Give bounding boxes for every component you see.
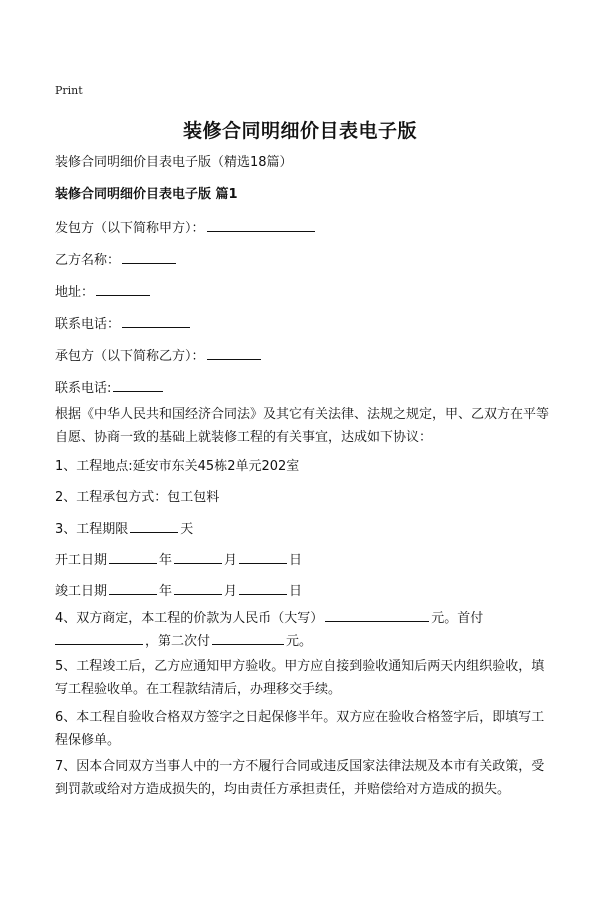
document-title: 装修合同明细价目表电子版 <box>182 120 417 142</box>
phone-blank-2 <box>113 377 163 392</box>
clause-6: 6、本工程自验收合格双方签字之日起保修半年。双方应在验收合格签字后，即填写工程保修单。 <box>55 710 545 748</box>
phone-label-1: 联系电话： <box>55 317 121 332</box>
start-year-blank <box>109 549 157 564</box>
document-subtitle: 装修合同明细价目表电子版（精选18篇） <box>55 155 293 170</box>
end-day-unit: 日 <box>289 584 303 599</box>
end-date-line <box>55 580 302 603</box>
contractor-label: 承包方（以下简称乙方）： <box>55 349 205 364</box>
clause-4-part4: 元。 <box>286 634 313 649</box>
clause-1: 1、工程地点:延安市东关45栋2单元202室 <box>55 459 300 474</box>
party-b-name-label: 乙方名称： <box>55 253 121 268</box>
end-month-blank <box>174 580 222 595</box>
clause-7: 7、因本合同双方当事人中的一方不履行合同或违反国家法律法规及本市有关政策，受到罚款或给对方造成损失的，均由责任方承担责任，并赔偿给对方造成的损失。 <box>55 759 545 797</box>
phone-blank-1 <box>122 313 190 328</box>
phone-line-1 <box>55 313 192 336</box>
duration-blank <box>130 518 178 533</box>
clause-4 <box>55 607 555 653</box>
down-payment-blank <box>55 630 143 645</box>
address-label: 地址： <box>55 285 95 300</box>
clause-4-part3: ，第二次付 <box>145 634 211 649</box>
clause-3-suffix: 天 <box>180 522 194 537</box>
second-payment-blank <box>212 630 284 645</box>
phone-label-2: 联系电话: <box>55 381 112 396</box>
clause-3-prefix: 3、工程期限 <box>55 522 129 537</box>
clause-2: 2、工程承包方式：包工包料 <box>55 490 220 505</box>
end-year-unit: 年 <box>159 584 173 599</box>
start-year-unit: 年 <box>159 553 173 568</box>
clause-4-part1: 4、双方商定，本工程的价款为人民币（大写） <box>55 611 324 626</box>
start-day-blank <box>239 549 287 564</box>
section-heading: 装修合同明细价目表电子版 篇1 <box>55 187 238 202</box>
address-blank <box>96 281 150 296</box>
party-a-blank <box>207 217 315 232</box>
start-date-label: 开工日期 <box>55 553 108 568</box>
print-label: Print <box>55 84 83 97</box>
contractor-blank <box>207 345 261 360</box>
phone-line-2 <box>55 377 165 400</box>
end-date-label: 竣工日期 <box>55 584 108 599</box>
start-month-blank <box>174 549 222 564</box>
clause-3 <box>55 518 193 541</box>
clause-4-part2: 元。首付 <box>431 611 484 626</box>
party-a-label: 发包方（以下简称甲方）： <box>55 221 205 236</box>
end-day-blank <box>239 580 287 595</box>
intro-paragraph: 根据《中华人民共和国经济合同法》及其它有关法律、法规之规定，甲、乙双方在平等自愿、协商一致的基础上就装修工程的有关事宜，达成如下协议： <box>55 407 550 445</box>
start-month-unit: 月 <box>224 553 238 568</box>
contractor-line <box>55 345 263 368</box>
address-line <box>55 281 152 304</box>
party-a-line <box>55 217 317 240</box>
start-day-unit: 日 <box>289 553 303 568</box>
end-year-blank <box>109 580 157 595</box>
start-date-line <box>55 549 302 572</box>
end-month-unit: 月 <box>224 584 238 599</box>
party-b-name-blank <box>122 249 176 264</box>
party-b-name-line <box>55 249 178 272</box>
price-blank <box>325 607 429 622</box>
clause-5: 5、工程竣工后，乙方应通知甲方验收。甲方应自接到验收通知后两天内组织验收，填写工程验收单。在工程款结清后，办理移交手续。 <box>55 659 545 697</box>
